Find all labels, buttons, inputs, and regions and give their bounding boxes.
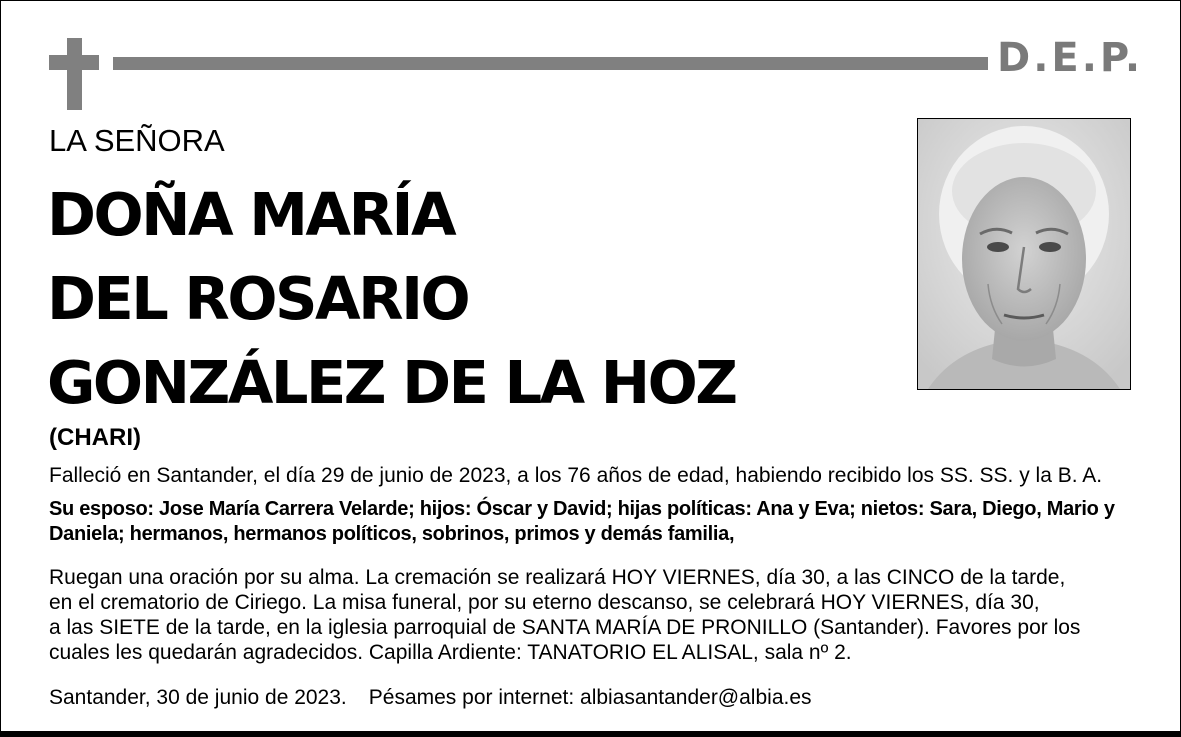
family-list bbox=[49, 497, 1115, 547]
portrait-photo bbox=[917, 118, 1131, 390]
service-line: en el crematorio de Ciriego. La misa funeral, por su eterno descanso, se celebrará HOY VIERNES, día 30, bbox=[49, 591, 1040, 614]
service-details bbox=[49, 565, 1080, 665]
place-date: Santander, 30 de junio de 2023. bbox=[49, 686, 347, 709]
header-rule bbox=[113, 57, 988, 70]
service-line: Ruegan una oración por su alma. La cremación se realizará HOY VIERNES, día 30, a las CINCO de la tarde, bbox=[49, 566, 1066, 589]
service-line: cuales les quedarán agradecidos. Capilla Ardiente: TANATORIO EL ALISAL, sala nº 2. bbox=[49, 641, 852, 664]
name-line: DEL ROSARIO bbox=[47, 264, 469, 333]
cross-icon bbox=[49, 38, 99, 110]
dep-label: D.E.P. bbox=[997, 35, 1144, 81]
service-line: a las SIETE de la tarde, en la iglesia parroquial de SANTA MARÍA DE PRONILLO (Santander). Favores por los bbox=[49, 616, 1081, 639]
bottom-rule bbox=[1, 731, 1180, 736]
family-line: Su esposo: Jose María Carrera Velarde; hijos: Óscar y David; hijas políticas: Ana y Eva; nietos: Sara, Diego, Mario y bbox=[49, 498, 1115, 520]
condolences-email: Pésames por internet: albiasantander@albia.es bbox=[368, 686, 812, 709]
name-line: GONZÁLEZ DE LA HOZ bbox=[47, 348, 736, 417]
footer bbox=[49, 685, 812, 710]
nickname: (CHARI) bbox=[49, 424, 141, 451]
name-line: DOÑA MARÍA bbox=[47, 180, 455, 249]
deceased-name bbox=[47, 173, 736, 425]
death-notice: Falleció en Santander, el día 29 de junio de 2023, a los 76 años de edad, habiendo recibido los SS. SS. y la B. A. bbox=[49, 464, 1103, 487]
honorific: LA SEÑORA bbox=[49, 123, 225, 158]
family-line: Daniela; hermanos, hermanos políticos, sobrinos, primos y demás familia, bbox=[49, 523, 735, 545]
